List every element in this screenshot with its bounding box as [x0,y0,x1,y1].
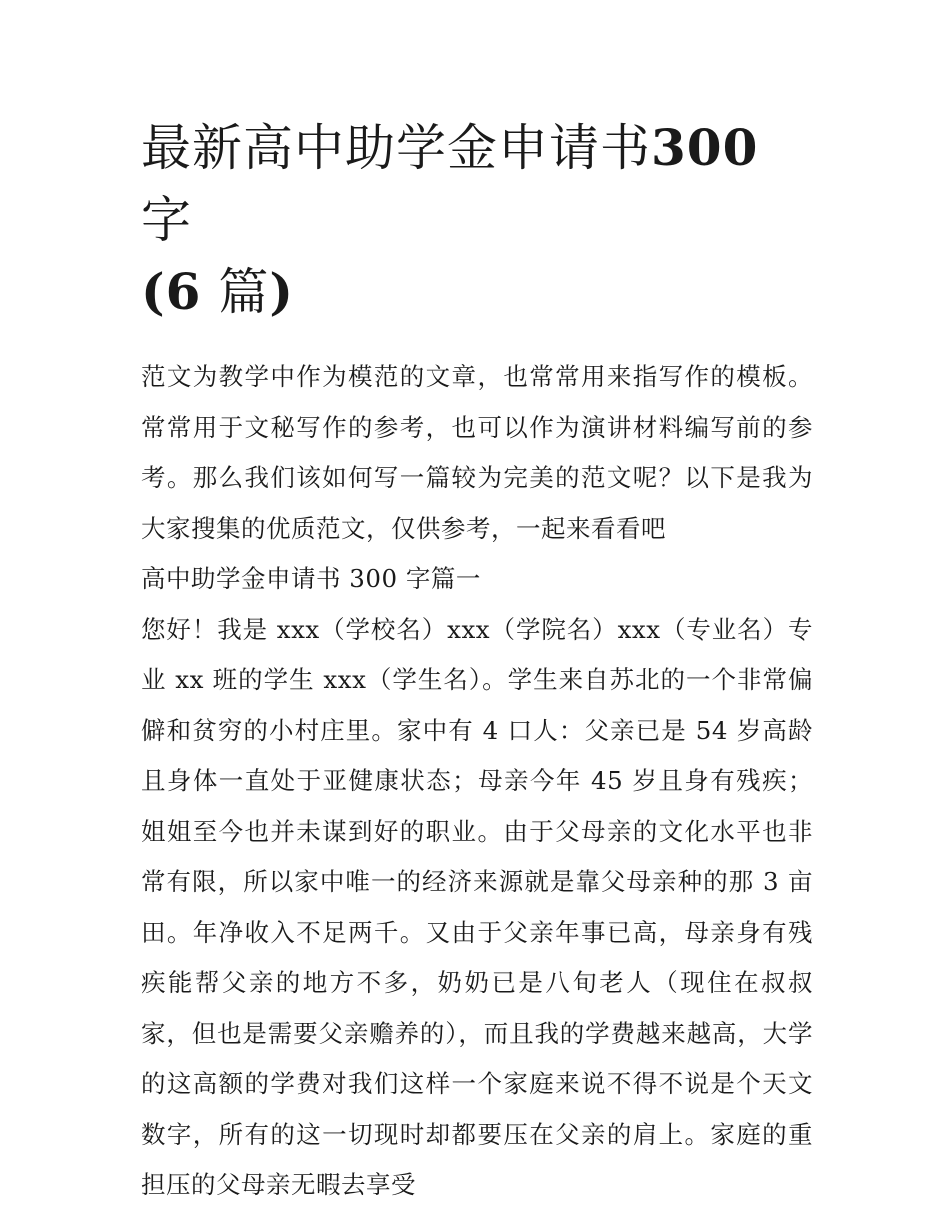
body-paragraph: 您好！我是 xxx（学校名）xxx（学院名）xxx（专业名）专业 xx 班的学生 xxx（学生名）。学生来自苏北的一个非常偏僻和贫穷的小村庄里。家中有 4 口人：父亲已是 54 岁高龄且身体一直处于亚健康状态；母亲今年 45 岁且身有残疾；姐姐至今也并未谋到好的职业。由于父母亲的文化水平也非常有限，所以家中唯一的经济来源就是靠父母亲种的那 3 亩田。年净收入不足两千。又由于父亲年事已高，母亲身有残疾能帮父亲的地方不多，奶奶已是八旬老人（现住在叔叔家，但也是需要父亲赡养的），而且我的学费越来越高，大学的这高额的学费对我们这样一个家庭来说不得不说是个天文数字，所有的这一切现时却都要压在父亲的肩上。家庭的重担压的父母亲无暇去享受 [141,614,813,1199]
title-count-close: ) [269,262,295,321]
document-content [141,352,813,1211]
title-mid: 字 [141,191,192,249]
title-number: 300 [651,118,759,177]
document-title [141,112,813,328]
title-suffix: 篇 [201,263,270,321]
document-page [141,112,813,1211]
section-heading: 高中助学金申请书 300 字篇一 [141,564,481,593]
title-count-open: (6 [141,262,202,321]
title-prefix: 最新高中助学金申请书 [141,119,651,177]
intro-paragraph: 范文为教学中作为模范的文章，也常常用来指写作的模板。常常用于文秘写作的参考，也可以作为演讲材料编写前的参考。那么我们该如何写一篇较为完美的范文呢？以下是我为大家搜集的优质范文，仅供参考，一起来看看吧 [141,362,813,543]
